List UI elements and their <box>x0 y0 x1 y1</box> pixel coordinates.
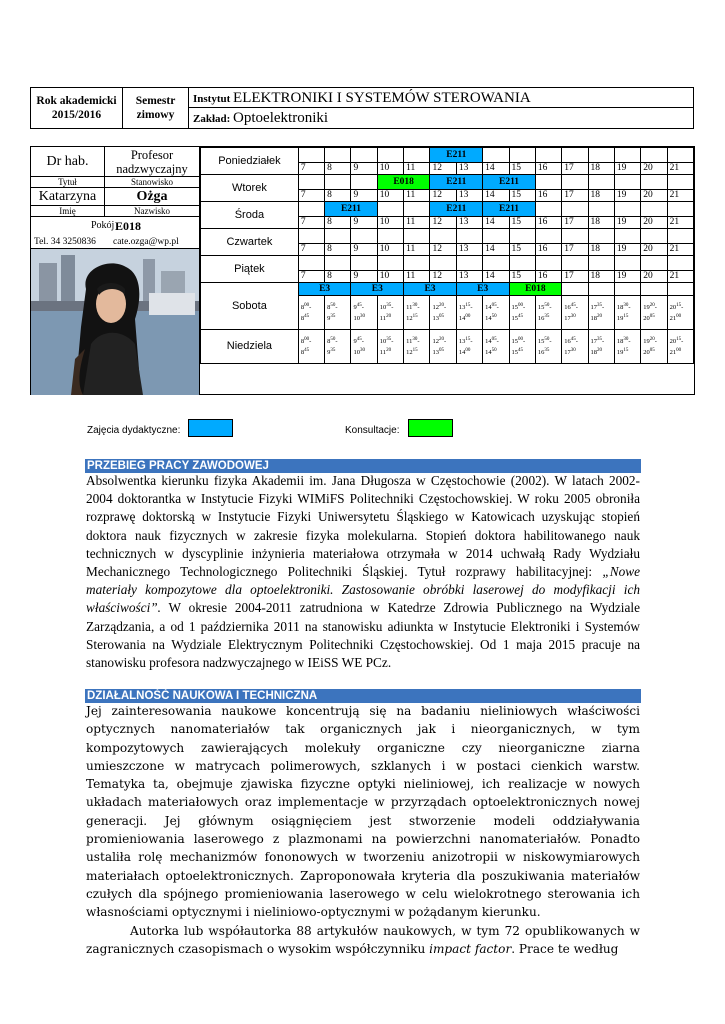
hour-cell: 19 <box>614 271 640 283</box>
slot-start-min: 15 <box>465 337 471 343</box>
slot-start-hour: 19 <box>643 304 650 312</box>
time-slot-cell: $16^{45}-$ $17^{30}$ <box>562 296 588 330</box>
time-slot-cell: $17^{35}-$ $18^{20}$ <box>588 330 614 364</box>
profile-schedule-grid <box>30 146 695 395</box>
slot-end-hour: 16 <box>537 348 545 356</box>
slot-end-hour: 8 <box>300 348 305 356</box>
institute-row <box>189 88 693 108</box>
hour-cell: 10 <box>377 244 403 256</box>
department-label: Zakład: <box>193 113 231 125</box>
slot-start-hour: 8 <box>327 338 331 346</box>
hour-cell: 7 <box>298 190 324 202</box>
slot-start-hour: 14 <box>485 304 492 312</box>
slot-end-min: 00 <box>676 347 682 353</box>
hour-cell: 13 <box>456 244 482 256</box>
hour-cell: 11 <box>404 244 430 256</box>
slot-end-min: 15 <box>412 347 418 353</box>
slot-start-min: 35 <box>386 303 392 309</box>
slot-start-hour: 13 <box>458 338 466 346</box>
slot-start-hour: 15 <box>511 338 519 346</box>
slot-start-hour: 15 <box>537 304 545 312</box>
slot-end-hour: 14 <box>485 314 492 322</box>
position-label: Stanowisko <box>105 177 200 188</box>
time-slot-cell: $9^{45}-$ $10^{30}$ <box>351 296 377 330</box>
slot-start-hour: 13 <box>458 304 466 312</box>
slot-end-hour: 10 <box>353 348 360 356</box>
institute-name: ELEKTRONIKI I SYSTEMÓW STEROWANIA <box>233 90 531 106</box>
hour-cell: 20 <box>641 244 667 256</box>
slot-end-min: 50 <box>491 313 497 319</box>
hour-cell: 11 <box>404 217 430 229</box>
time-slot-cell: $14^{05}-$ $14^{50}$ <box>483 296 509 330</box>
slot-start-hour: 20 <box>669 304 677 312</box>
hour-cell: 18 <box>588 163 614 175</box>
slot-end-hour: 11 <box>379 348 387 356</box>
hour-cell: 18 <box>588 190 614 202</box>
slot-end-hour: 17 <box>564 314 571 322</box>
slot-start-min: 35 <box>597 337 603 343</box>
slot-start-min: 30 <box>412 303 418 309</box>
slot-end-min: 30 <box>359 313 365 319</box>
time-slot-cell: $20^{15}-$ $21^{00}$ <box>667 296 693 330</box>
hour-cell: 21 <box>667 244 693 256</box>
portrait-photo <box>31 249 200 395</box>
header-box <box>30 87 694 129</box>
hour-cell: 16 <box>535 244 561 256</box>
portrait-photo-image <box>31 249 200 395</box>
hour-cell: 21 <box>667 163 693 175</box>
hour-cell: 15 <box>509 163 535 175</box>
hour-cell: 9 <box>351 244 377 256</box>
slot-start-min: 35 <box>597 303 603 309</box>
hour-cell: 17 <box>562 190 588 202</box>
slot-start-min: 45 <box>356 337 362 343</box>
slot-end-hour: 17 <box>564 348 571 356</box>
legend-consultation-label: Konsultacje: <box>345 425 400 436</box>
last-name-value: Ożga <box>105 188 200 206</box>
hour-cell: 13 <box>456 163 482 175</box>
hour-cell: 8 <box>325 217 351 229</box>
room-label: Pokój <box>91 220 115 231</box>
time-slot-cell: $11^{30}-$ $12^{15}$ <box>404 296 430 330</box>
time-slot-cell: $12^{20}-$ $13^{05}$ <box>430 330 456 364</box>
slot-end-hour: 9 <box>327 348 331 356</box>
slot-start-min: 50 <box>330 337 336 343</box>
hour-cell: 7 <box>298 217 324 229</box>
slot-end-min: 30 <box>570 347 576 353</box>
hour-cell: 15 <box>509 244 535 256</box>
slot-end-min: 00 <box>465 347 471 353</box>
hour-cell: 18 <box>588 244 614 256</box>
slot-start-hour: 16 <box>564 304 571 312</box>
hour-cell: 13 <box>456 217 482 229</box>
slot-start-hour: 20 <box>669 338 677 346</box>
hour-cell: 12 <box>430 244 456 256</box>
time-slot-cell: $16^{45}-$ $17^{30}$ <box>562 330 588 364</box>
slot-start-min: 20 <box>649 337 655 343</box>
slot-end-hour: 9 <box>327 314 331 322</box>
department-name: Optoelektroniki <box>233 110 329 126</box>
semester-value: zimowy <box>136 109 175 121</box>
hour-cell: 16 <box>535 163 561 175</box>
slot-end-hour: 16 <box>537 314 545 322</box>
legend-didactic-swatch <box>188 419 233 437</box>
science-text-2-block <box>86 922 640 959</box>
slot-end-min: 45 <box>518 313 524 319</box>
hour-cell: 10 <box>377 190 403 202</box>
hour-cell: 7 <box>298 271 324 283</box>
slot-start-min: 45 <box>356 303 362 309</box>
day-monday: Poniedziałek <box>201 148 299 175</box>
hour-cell: 10 <box>377 271 403 283</box>
hour-cell: 13 <box>456 271 482 283</box>
slot-end-min: 15 <box>623 347 629 353</box>
slot-start-min: 20 <box>438 337 444 343</box>
hour-cell: 14 <box>483 217 509 229</box>
slot-start-hour: 15 <box>511 304 519 312</box>
day-thursday: Czwartek <box>201 229 299 256</box>
first-name-value: Katarzyna <box>31 188 105 206</box>
hour-cell: 9 <box>351 271 377 283</box>
impact-factor-term: impact factor <box>429 941 512 956</box>
slot-start-min: 00 <box>304 303 310 309</box>
slot-start-min: 00 <box>518 303 524 309</box>
slot-end-hour: 19 <box>616 348 624 356</box>
slot-end-min: 35 <box>544 347 550 353</box>
hour-cell: 19 <box>614 244 640 256</box>
slot-end-hour: 19 <box>616 314 624 322</box>
lesson-block: E211 <box>430 148 483 163</box>
science-heading: DZIAŁALNOŚĆ NAUKOWA I TECHNICZNA <box>85 689 641 703</box>
hour-cell: 11 <box>404 271 430 283</box>
institute-label: Instytut <box>193 93 231 105</box>
hour-cell: 14 <box>483 271 509 283</box>
slot-start-min: 50 <box>544 337 550 343</box>
hour-cell: 20 <box>641 217 667 229</box>
slot-start-min: 30 <box>623 303 629 309</box>
day-sunday: Niedziela <box>201 330 299 364</box>
hour-cell: 21 <box>667 190 693 202</box>
time-slot-cell: $15^{00}-$ $15^{45}$ <box>509 330 535 364</box>
slot-start-hour: 12 <box>432 338 439 346</box>
slot-end-hour: 15 <box>511 314 519 322</box>
hour-cell: 12 <box>430 190 456 202</box>
slot-start-hour: 15 <box>537 338 545 346</box>
academic-year-cell <box>31 88 123 128</box>
consultation-block: E018 <box>377 175 430 190</box>
hour-cell: 8 <box>325 271 351 283</box>
time-slot-cell: $8^{00}-$ $8^{45}$ <box>298 296 324 330</box>
slot-end-min: 20 <box>597 313 603 319</box>
slot-end-hour: 21 <box>669 348 677 356</box>
slot-start-min: 45 <box>570 337 576 343</box>
hour-cell: 11 <box>404 190 430 202</box>
consultation-block: E018 <box>509 283 562 296</box>
slot-start-hour: 10 <box>379 304 387 312</box>
hour-cell: 11 <box>404 163 430 175</box>
hour-cell: 12 <box>430 163 456 175</box>
time-slot-cell: $15^{50}-$ $16^{35}$ <box>535 296 561 330</box>
hour-cell: 19 <box>614 217 640 229</box>
slot-end-hour: 10 <box>353 314 360 322</box>
time-slot-cell: $9^{45}-$ $10^{30}$ <box>351 330 377 364</box>
slot-start-min: 30 <box>623 337 629 343</box>
slot-start-min: 15 <box>465 303 471 309</box>
lesson-block: E3 <box>351 283 404 296</box>
hour-cell: 15 <box>509 271 535 283</box>
hour-cell: 8 <box>325 190 351 202</box>
slot-end-min: 45 <box>304 347 310 353</box>
hour-cell: 19 <box>614 163 640 175</box>
slot-start-hour: 9 <box>353 338 357 346</box>
day-wednesday: Środa <box>201 202 299 229</box>
time-slot-cell: $19^{20}-$ $20^{05}$ <box>641 296 667 330</box>
slot-end-min: 30 <box>570 313 576 319</box>
slot-start-hour: 18 <box>616 338 624 346</box>
lesson-block: E3 <box>298 283 351 296</box>
department-row <box>189 108 693 128</box>
slot-end-hour: 14 <box>458 314 466 322</box>
hour-cell: 16 <box>535 190 561 202</box>
career-text-1: Absolwentka kierunku fizyka Akademii im. Jana Długosza w Częstochowie (2002). W latach 2002-2004 doktorantka w Instytucie Fizyki WIMiFS Politechniki Częstochowskiej. W roku 2005 obroniła rozprawę doktorską w Instytucie Fizyki Uniwersytetu Śląskiego w Katowicach uzyskując stopień doktora nauk fizycznych w zakresie fizyka molekularna. Stopień doktora habilitowanego nauk technicznych w dyscyplinie inżynieria materiałowa otrzymała w 2014 uchwałą Rady Wydziału Mechanicznego Technologicznego Politechniki Śląskiej. Tytuł rozprawy habilitacyjnej: <box>86 473 640 580</box>
hour-cell: 17 <box>562 163 588 175</box>
science-paragraph <box>86 702 640 958</box>
slot-end-hour: 18 <box>590 314 598 322</box>
slot-start-hour: 19 <box>643 338 650 346</box>
day-friday: Piątek <box>201 256 299 283</box>
hour-cell: 13 <box>456 190 482 202</box>
slot-start-hour: 17 <box>590 338 598 346</box>
career-heading: PRZEBIEG PRACY ZAWODOWEJ <box>85 459 641 473</box>
hour-cell: 16 <box>535 217 561 229</box>
science-text-2: Autorka lub współautorka 88 artykułów naukowych, w tym 72 opublikowanych w zagranicznych czasopismach o wysokim współczynniku <box>86 923 640 956</box>
hour-cell: 9 <box>351 190 377 202</box>
hour-cell: 17 <box>562 217 588 229</box>
email-link[interactable]: cate.ozga@wp.pl <box>113 237 179 247</box>
hour-cell: 12 <box>430 271 456 283</box>
time-slot-cell: $8^{50}-$ $9^{35}$ <box>325 330 351 364</box>
slot-start-hour: 17 <box>590 304 598 312</box>
slot-end-hour: 12 <box>406 314 413 322</box>
slot-end-hour: 20 <box>643 314 650 322</box>
slot-start-hour: 9 <box>353 304 357 312</box>
time-slot-cell: $8^{50}-$ $9^{35}$ <box>325 296 351 330</box>
slot-end-min: 15 <box>412 313 418 319</box>
time-slot-cell: $11^{30}-$ $12^{15}$ <box>404 330 430 364</box>
hour-cell: 20 <box>641 163 667 175</box>
hour-cell: 9 <box>351 217 377 229</box>
slot-end-min: 15 <box>623 313 629 319</box>
slot-start-min: 20 <box>649 303 655 309</box>
hour-cell: 19 <box>614 190 640 202</box>
legend-didactic-label: Zajęcia dydaktyczne: <box>87 425 181 436</box>
slot-start-min: 30 <box>412 337 418 343</box>
slot-end-hour: 20 <box>643 348 650 356</box>
slot-start-hour: 8 <box>327 304 331 312</box>
hour-cell: 8 <box>325 244 351 256</box>
day-tuesday: Wtorek <box>201 175 299 202</box>
hour-cell: 12 <box>430 217 456 229</box>
hour-cell: 17 <box>562 271 588 283</box>
hour-cell: 10 <box>377 217 403 229</box>
slot-end-min: 05 <box>438 347 444 353</box>
phone-value: Tel. 34 3250836 <box>34 237 96 247</box>
hour-cell: 14 <box>483 190 509 202</box>
slot-start-hour: 11 <box>406 338 413 346</box>
lesson-block: E211 <box>483 202 536 217</box>
slot-end-min: 05 <box>438 313 444 319</box>
science-text-1: Jej zainteresowania naukowe koncentrują się na badaniu nieliniowych właściwości optycznych nanomateriałów tak organicznych jak i nieorganicznych, w tym kompozytowych zawierających molekuły organiczne czy nieorganiczne ziarna umieszczone w matrycach polimerowych, szklanych i w postaci cienkich warstw. Tematyka ta, obejmuje zjawiska fizyczne optyki nieliniowej, ich realizacje w nowych układach materiałowych oraz implementacje w przyrządach optoelektronicznych nowej generacji. Jej głównym osiągnięciem jest stworzenie modeli oddziaływania promieniowania laserowego z plazmonami na powierzchni nanomateriałów. Ponadto ustaliła rolę mechanizmów fononowych w tworzeniu anizotropii w niskowymiarowych materiałach optoelektronicznych. Zaproponowała kryteria dla poszukiwania materiałów czułych dla spójnego promieniowania laserowego w celu wielokrotnego sterowania ich własnościami optycznymi i nieliniowo-optycznymi w pożądanym kierunku. <box>86 704 640 920</box>
slot-start-min: 35 <box>386 337 392 343</box>
time-slot-cell: $17^{35}-$ $18^{20}$ <box>588 296 614 330</box>
time-slot-cell: $10^{35}-$ $11^{20}$ <box>377 296 403 330</box>
time-slot-cell: $13^{15}-$ $14^{00}$ <box>456 296 482 330</box>
hour-cell: 20 <box>641 271 667 283</box>
slot-start-hour: 10 <box>379 338 387 346</box>
lesson-block: E211 <box>325 202 378 217</box>
hour-cell: 18 <box>588 217 614 229</box>
career-text-2: W okresie 2004-2011 zatrudniona w Katedrze Zdrowia Publicznego na Wydziale Zarządzania, a od 1 października 2011 na stanowisku adiunkta w Instytucie Elektroniki i Systemów Sterowania na Wydziale Elektrycznym Politechniki Częstochowskiej. Od 1 maja 2015 pracuje na stanowisku profesora nadzwyczajnego w IEiSS WE PCz. <box>86 600 640 671</box>
slot-start-hour: 11 <box>406 304 413 312</box>
lesson-block: E211 <box>430 175 483 190</box>
slot-start-min: 45 <box>570 303 576 309</box>
academic-year-label: Rok akademicki <box>36 95 117 107</box>
slot-end-min: 45 <box>518 347 524 353</box>
slot-end-hour: 8 <box>300 314 305 322</box>
time-slot-cell: $14^{05}-$ $14^{50}$ <box>483 330 509 364</box>
slot-end-min: 35 <box>330 347 336 353</box>
time-slot-cell: $8^{00}-$ $8^{45}$ <box>298 330 324 364</box>
slot-end-min: 20 <box>597 347 603 353</box>
science-text-3: . Prace te według <box>511 941 619 956</box>
slot-start-hour: 12 <box>432 304 439 312</box>
slot-start-min: 05 <box>491 303 497 309</box>
slot-end-hour: 13 <box>432 314 439 322</box>
time-slot-cell: $15^{50}-$ $16^{35}$ <box>535 330 561 364</box>
slot-start-min: 00 <box>304 337 310 343</box>
academic-year-value: 2015/2016 <box>51 109 102 121</box>
slot-end-min: 05 <box>649 347 655 353</box>
room-row <box>31 217 200 235</box>
slot-start-hour: 8 <box>300 304 305 312</box>
title-value: Dr hab. <box>31 147 105 177</box>
slot-end-min: 00 <box>465 313 471 319</box>
slot-end-hour: 15 <box>511 348 519 356</box>
slot-end-min: 30 <box>359 347 365 353</box>
hour-cell: 21 <box>667 217 693 229</box>
slot-end-hour: 21 <box>669 314 677 322</box>
slot-end-hour: 18 <box>590 348 598 356</box>
hour-cell: 14 <box>483 244 509 256</box>
hour-cell: 20 <box>641 190 667 202</box>
lesson-block: E3 <box>456 283 509 296</box>
hour-cell: 15 <box>509 190 535 202</box>
career-paragraph <box>86 472 640 672</box>
time-slot-cell: $20^{15}-$ $21^{00}$ <box>667 330 693 364</box>
career-thesis-title: „Nowe materiały kompozytowe dla optoelektroniki. Zastosowanie obróbki laserowej do modyfikacji ich właściwości”. <box>86 564 640 616</box>
time-slot-cell: $10^{35}-$ $11^{20}$ <box>377 330 403 364</box>
slot-start-min: 15 <box>676 337 682 343</box>
slot-end-hour: 11 <box>379 314 387 322</box>
time-slot-cell: $18^{30}-$ $19^{15}$ <box>614 296 640 330</box>
day-saturday: Sobota <box>201 283 299 330</box>
hour-cell: 21 <box>667 271 693 283</box>
slot-end-min: 35 <box>330 313 336 319</box>
slot-start-hour: 16 <box>564 338 571 346</box>
hour-cell: 10 <box>377 163 403 175</box>
position-value: Profesor nadzwyczajny <box>105 147 200 177</box>
room-value: E018 <box>115 219 142 233</box>
weekend-time-row <box>201 330 694 364</box>
hour-cell: 15 <box>509 217 535 229</box>
lesson-block: E211 <box>430 202 483 217</box>
slot-end-min: 45 <box>304 313 310 319</box>
hour-cell: 14 <box>483 163 509 175</box>
time-slot-cell: $13^{15}-$ $14^{00}$ <box>456 330 482 364</box>
slot-end-hour: 12 <box>406 348 413 356</box>
weekly-schedule <box>200 147 694 364</box>
lesson-block: E211 <box>483 175 536 190</box>
slot-end-hour: 14 <box>485 348 492 356</box>
hour-cell: 7 <box>298 244 324 256</box>
slot-start-min: 00 <box>518 337 524 343</box>
hour-cell: 9 <box>351 163 377 175</box>
slot-start-hour: 18 <box>616 304 624 312</box>
hour-cell: 17 <box>562 244 588 256</box>
slot-start-min: 50 <box>330 303 336 309</box>
hour-cell: 18 <box>588 271 614 283</box>
slot-start-hour: 8 <box>300 338 305 346</box>
slot-end-min: 05 <box>649 313 655 319</box>
slot-start-min: 05 <box>491 337 497 343</box>
hour-cell: 7 <box>298 163 324 175</box>
hour-cell: 16 <box>535 271 561 283</box>
slot-end-min: 20 <box>386 313 392 319</box>
slot-end-min: 50 <box>491 347 497 353</box>
slot-end-min: 20 <box>386 347 392 353</box>
semester-label: Semestr <box>135 95 176 107</box>
slot-end-hour: 13 <box>432 348 439 356</box>
time-slot-cell: $12^{20}-$ $13^{05}$ <box>430 296 456 330</box>
slot-end-hour: 14 <box>458 348 466 356</box>
first-name-label: Imię <box>31 206 105 217</box>
hour-cell: 8 <box>325 163 351 175</box>
slot-end-min: 00 <box>676 313 682 319</box>
contact-row <box>31 235 200 249</box>
slot-start-min: 15 <box>676 303 682 309</box>
last-name-label: Nazwisko <box>105 206 200 217</box>
legend-consultation-swatch <box>408 419 453 437</box>
semester-cell <box>123 88 189 128</box>
slot-start-min: 20 <box>438 303 444 309</box>
title-label: Tytuł <box>31 177 105 188</box>
slot-start-hour: 14 <box>485 338 492 346</box>
slot-end-min: 35 <box>544 313 550 319</box>
time-slot-cell: $18^{30}-$ $19^{15}$ <box>614 330 640 364</box>
slot-start-min: 50 <box>544 303 550 309</box>
time-slot-cell: $19^{20}-$ $20^{05}$ <box>641 330 667 364</box>
time-slot-cell: $15^{00}-$ $15^{45}$ <box>509 296 535 330</box>
lesson-block: E3 <box>404 283 457 296</box>
